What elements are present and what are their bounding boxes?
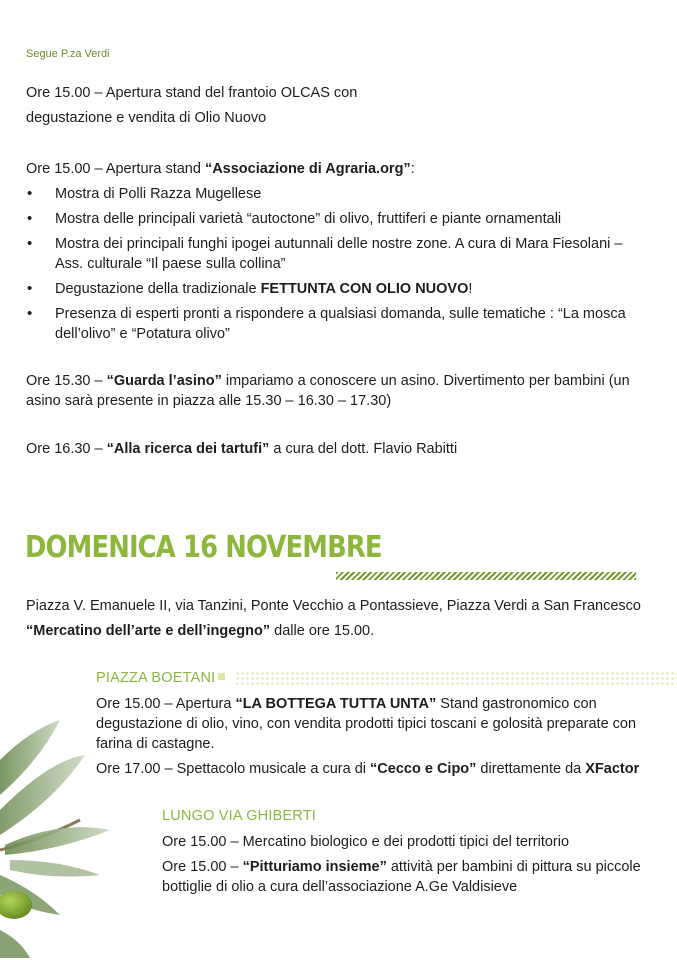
olive-branch-icon (0, 700, 150, 960)
page-continuation-label: Segue P.za Verdi (26, 48, 110, 60)
heading-hatch-divider (336, 572, 636, 580)
dotted-divider (235, 671, 677, 685)
agraria-block (26, 157, 651, 349)
places-line: Piazza V. Emanuele II, via Tanzini, Ponte Vecchio a Pontassieve, Piazza Verdi a San Francesco (26, 598, 641, 614)
boetani-item-1: Ore 15.00 – Apertura “LA BOTTEGA TUTTA UNTA” Stand gastronomico con degustazione di olio, vino, con vendita prodotti tipici toscani e golosità preparate con farina di castagne. (96, 696, 637, 752)
mercatino-line: “Mercatino dell’arte e dell’ingegno” dalle ore 15.00. (26, 622, 375, 639)
olcas-line-2: degustazione e vendita di Olio Nuovo (26, 109, 267, 126)
list-item: • Degustazione della tradizionale FETTUNTA CON OLIO NUOVO! (26, 279, 651, 299)
list-item: • Presenza di esperti pronti a rispondere a qualsiasi domanda, sulle tematiche : “La mosca dell’olivo” e “Potatura olivo” (26, 304, 651, 344)
asino-block: Ore 15.30 – “Guarda l’asino” impariamo a conoscere un asino. Divertimento per bambini (un asino sarà presente in piazza alle 15.30 – 16.30 – 17.30) (26, 373, 630, 409)
tartufi-block: Ore 16.30 – “Alla ricerca dei tartufi” a cura del dott. Flavio Rabitti (26, 441, 458, 457)
olcas-line-1: Ore 15.00 – Apertura stand del frantoio OLCAS con (26, 85, 358, 101)
subsection-title-ghiberti: LUNGO VIA GHIBERTI (162, 808, 317, 824)
agraria-bullet-list (26, 184, 651, 344)
places-block (26, 594, 656, 643)
list-item: • Mostra di Polli Razza Mugellese (26, 184, 651, 204)
section-heading: DOMENICA 16 NOVEMBRE (25, 530, 382, 565)
olcas-block (26, 81, 646, 130)
ghiberti-block (162, 832, 657, 897)
boetani-block (96, 694, 656, 779)
square-bullet-icon (218, 673, 225, 680)
ghiberti-item-1: Ore 15.00 – Mercatino biologico e dei prodotti tipici del territorio (162, 834, 570, 850)
ghiberti-item-2: Ore 15.00 – “Pitturiamo insieme” attività per bambini di pittura su piccole bottiglie di olio a cura dell’associazione A.Ge Valdisieve (162, 859, 641, 895)
list-item: • Mostra delle principali varietà “autoctone” di olivo, fruttiferi e piante ornamentali (26, 209, 651, 229)
agraria-intro: Ore 15.00 – Apertura stand “Associazione di Agraria.org”: (26, 161, 415, 177)
subsection-title-boetani: PIAZZA BOETANI (96, 670, 225, 686)
list-item: • Mostra dei principali funghi ipogei autunnali delle nostre zone. A cura di Mara Fiesolani – Ass. culturale “Il paese sulla collina” (26, 234, 651, 274)
boetani-item-2: Ore 17.00 – Spettacolo musicale a cura di “Cecco e Cipo” direttamente da XFactor (96, 761, 640, 777)
